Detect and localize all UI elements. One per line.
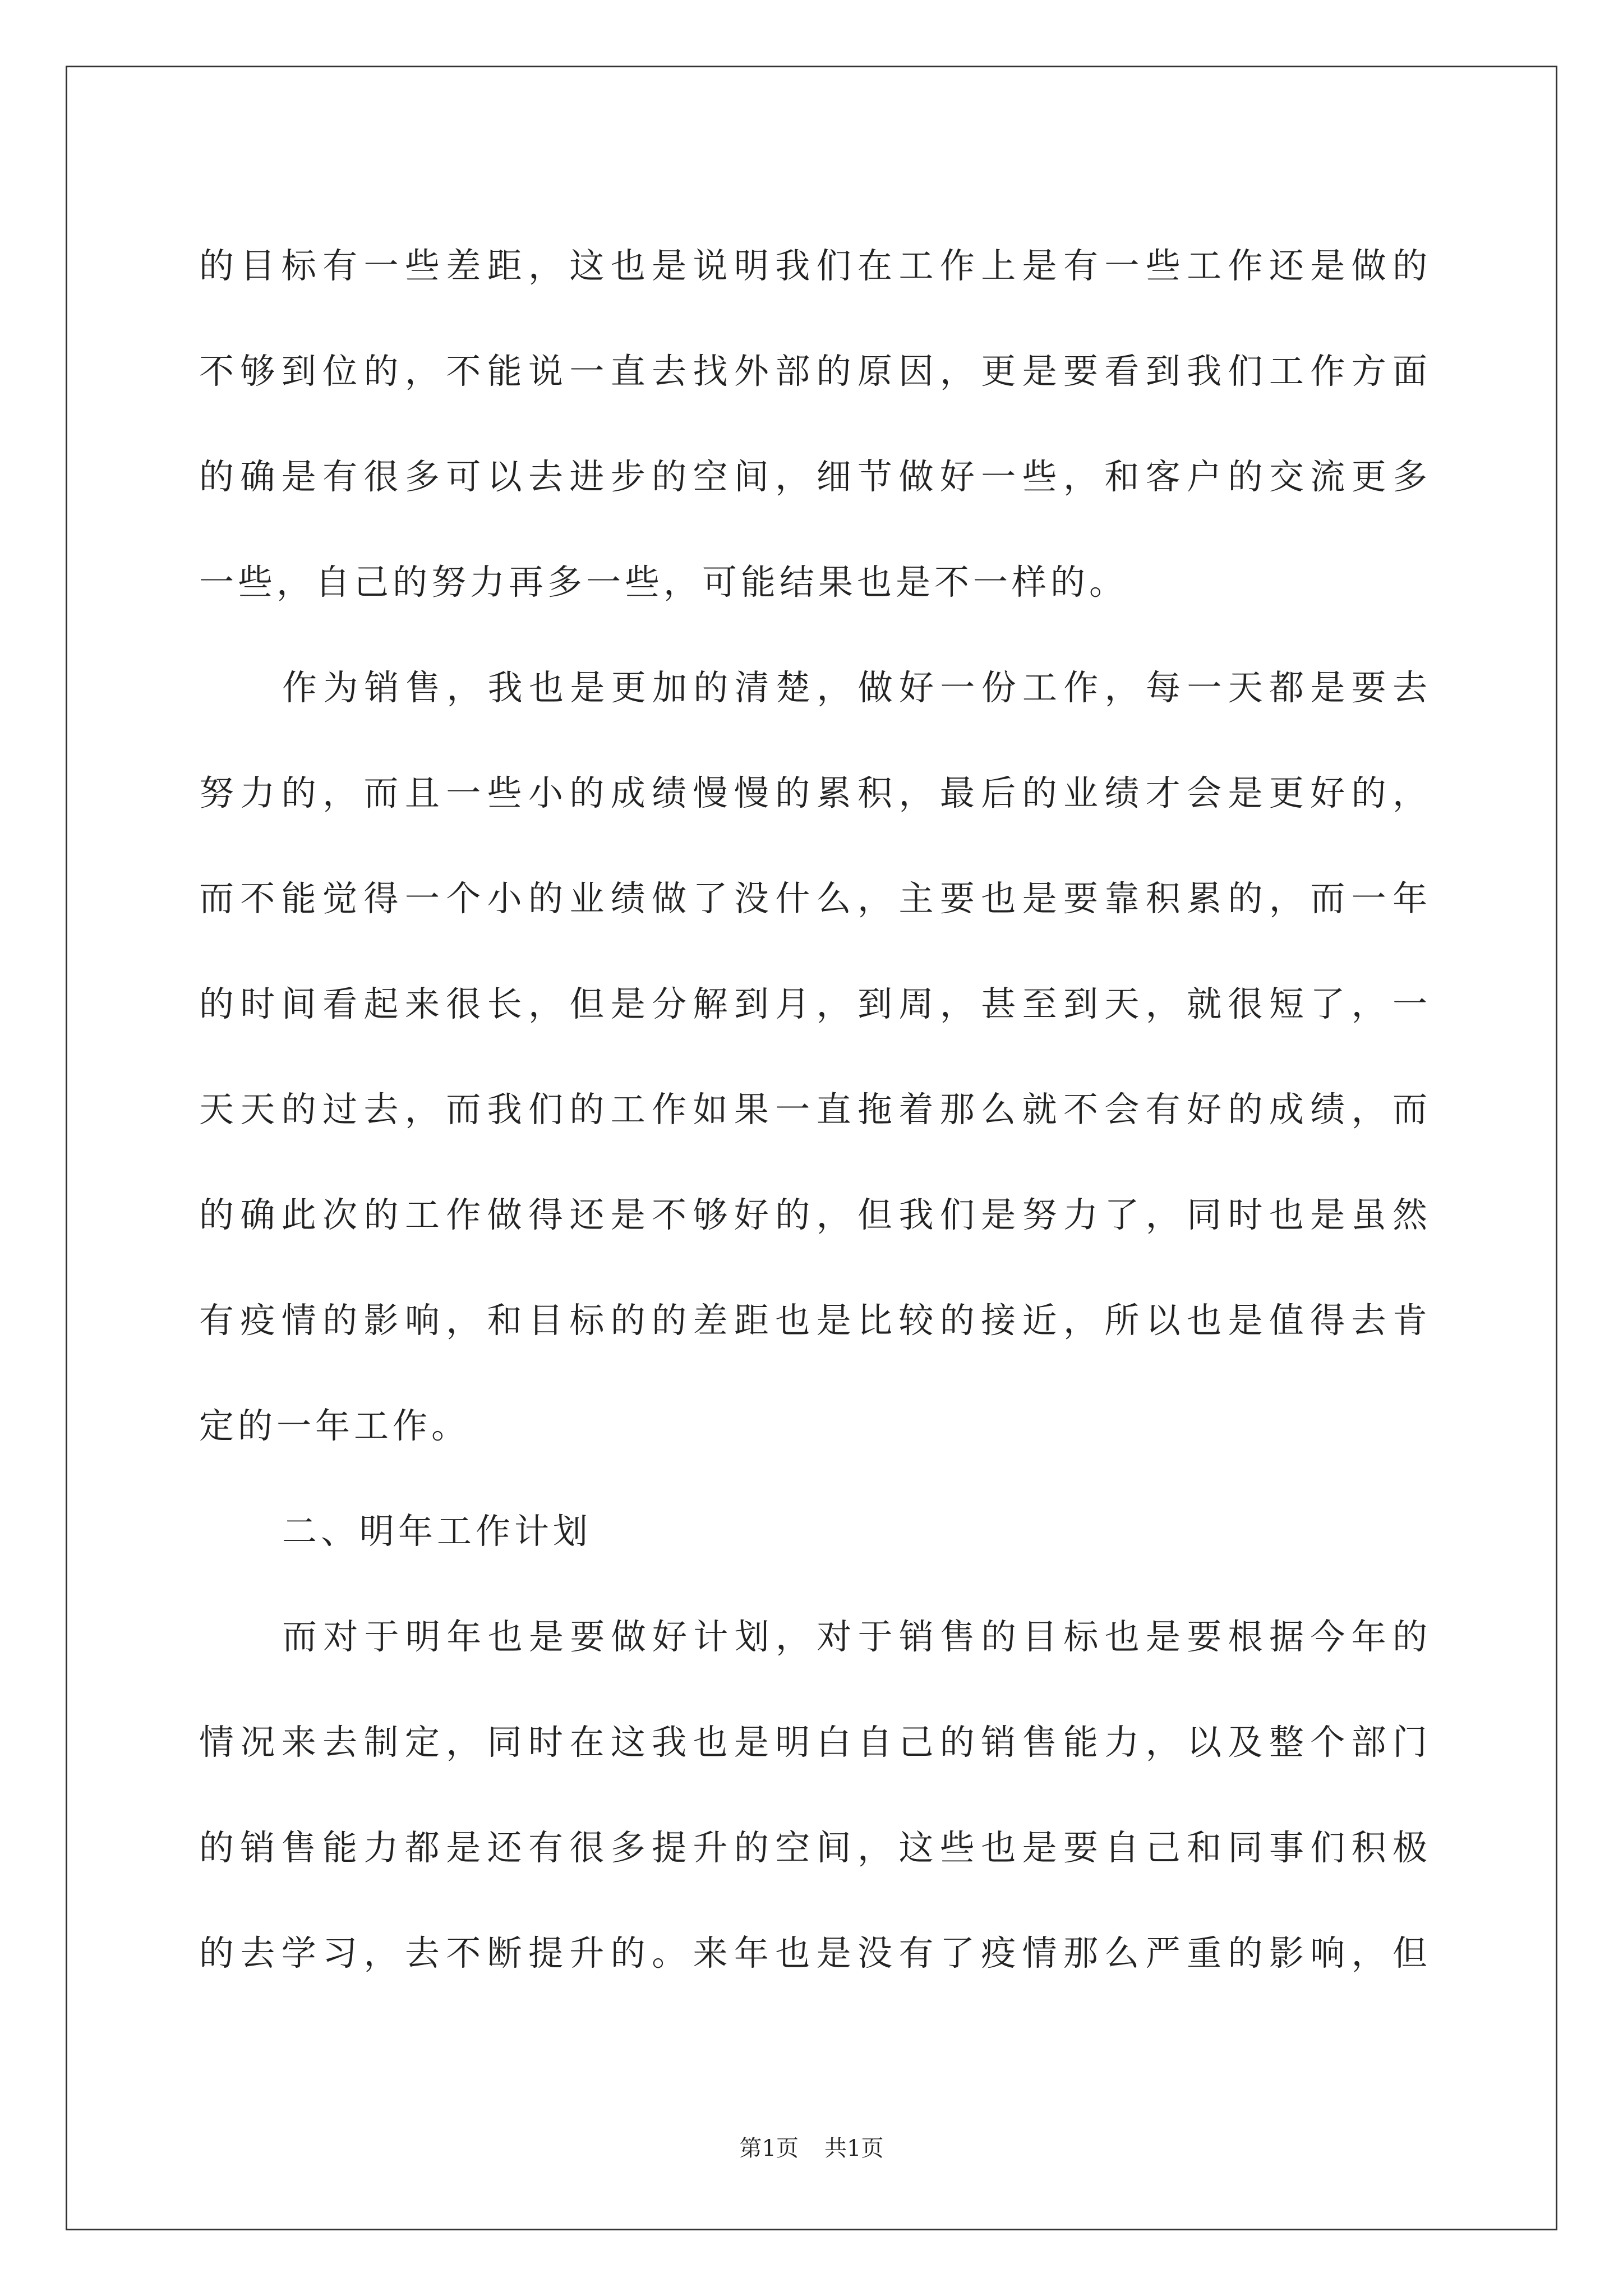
text-line: 有疫情的影响，和目标的的差距也是比较的接近，所以也是值得去肯 — [199, 1300, 1427, 1341]
paragraph-start-line: 作为销售，我也是更加的清楚，做好一份工作，每一天都是要去 — [282, 667, 1427, 708]
text-line: 的确此次的工作做得还是不够好的，但我们是努力了，同时也是虽然 — [199, 1194, 1427, 1235]
text-line: 天天的过去，而我们的工作如果一直拖着那么就不会有好的成绩，而 — [199, 1089, 1427, 1130]
text-line: 而不能觉得一个小的业绩做了没什么，主要也是要靠积累的，而一年 — [199, 878, 1427, 919]
text-line: 一些，自己的努力再多一些，可能结果也是不一样的。 — [199, 562, 1128, 602]
text-line: 不够到位的，不能说一直去找外部的原因，更是要看到我们工作方面 — [199, 351, 1427, 392]
text-line: 定的一年工作。 — [199, 1405, 471, 1446]
text-line: 的确是有很多可以去进步的空间，细节做好一些，和客户的交流更多 — [199, 456, 1427, 497]
text-line: 的去学习，去不断提升的。来年也是没有了疫情那么严重的影响，但 — [199, 1932, 1427, 1973]
text-line: 的目标有一些差距，这也是说明我们在工作上是有一些工作还是做的 — [199, 245, 1427, 286]
text-line: 努力的，而且一些小的成绩慢慢的累积，最后的业绩才会是更好的， — [199, 772, 1427, 813]
paragraph-start-line: 而对于明年也是要做好计划，对于销售的目标也是要根据今年的 — [282, 1616, 1427, 1657]
text-line: 情况来去制定，同时在这我也是明白自己的销售能力，以及整个部门 — [199, 1722, 1427, 1763]
page-number-current: 第1页 — [739, 2136, 799, 2161]
document-body — [199, 213, 1427, 2006]
text-line: 的销售能力都是还有很多提升的空间，这些也是要自己和同事们积极 — [199, 1827, 1427, 1868]
page-footer — [0, 2132, 1623, 2165]
page-number-total: 共1页 — [824, 2136, 884, 2161]
section-heading: 二、明年工作计划 — [282, 1511, 592, 1552]
text-line: 的时间看起来很长，但是分解到月，到周，甚至到天，就很短了，一 — [199, 983, 1427, 1024]
